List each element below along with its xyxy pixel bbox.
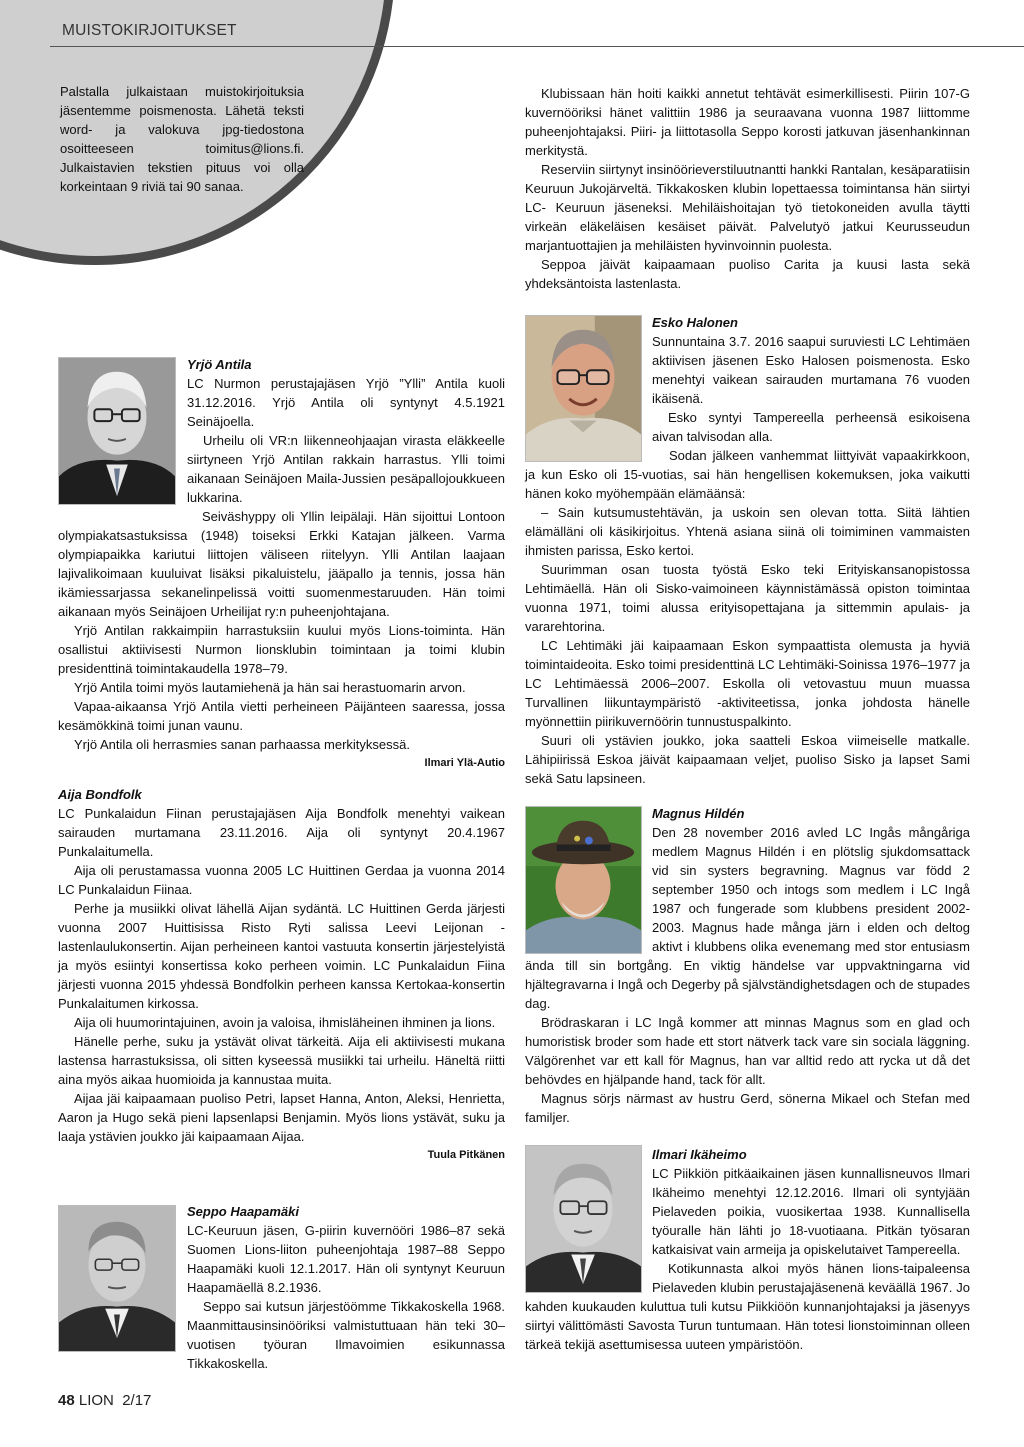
paragraph: Kotikunnasta alkoi myös hänen lions-taipaleensa Pielaveden klubin perustajajäsenenä keväällä 1967. Jo kahden kuukauden kuluttua tuli kutsu Piikkiöön kunnanjohtajaksi ja jäsenyys siirtyi välittömästi Savosta Turun tuntumaan. Hän totesi lionstoiminnan olleen tärkeä tekijä asettumisessa uuteen ympäristöön.	[525, 1261, 970, 1352]
paragraph: Klubissaan hän hoiti kaikki annetut tehtävät esimerkillisesti. Piirin 107-G kuvernööriksi hänet valittiin 1986 ja seuraavana vuonna 1987 liittomme puheenjohtajaksi. Piiri- ja liittotasolla Seppo korosti jatkuvan jäsenhankinnan merkitystä.	[525, 86, 970, 158]
paragraph: Suurimman osan tuosta työstä Esko teki Erityiskansanopistossa Lehtimäellä. Hän oli Sisko-vaimoineen käynnistämässä opiston toimintaa vuonna 1971, toimi alussa erityisopettajana ja sittemmin apulais- ja vararehtorina.	[525, 562, 970, 634]
paragraph: Hänelle perhe, suku ja ystävät olivat tärkeitä. Aija eli aktiivisesti mukana lastensa harrastuksissa, oli sitten kyseessä musiikki tai urheilu. Häneltä riitti aina myös aikaa huomioida ja kannustaa muita.	[58, 1034, 505, 1087]
article-title: Esko Halonen	[652, 315, 738, 330]
paragraph: Seiväshyppy oli Yllin leipälaji. Hän sijoittui Lontoon olympiakatsastuksissa (1948) toiseksi Erkki Katajan jälkeen. Varma olympiapaikka kariutui liittojen väliseen riitelyyn. Ylli Antilan laajaan lajivalikoimaan kuuluivat lisäksi pikaluistelu, jääpallo ja tennis, jossa hän ikämiessarjassa sekanelinpelissä voitti suomenmestaruuden. Hän toimi aikanaan myös Seinäjoen Urheilijat ry:n puheenjohtajana.	[58, 509, 505, 619]
paragraph: Seppo sai kutsun järjestöömme Tikkakoskella 1968. Maanmittausinsinööriksi valmistuttuaan hän teki 30–vuotisen työuran Ilmavoimien esikunnassa Tikkakoskella.	[187, 1299, 505, 1371]
paragraph: Seppoa jäivät kaipaamaan puoliso Carita ja kuusi lasta sekä yhdeksäntoista lastenlasta.	[525, 257, 970, 291]
paragraph: – Sain kutsumustehtävän, ja uskoin sen olevan totta. Siitä lähtien elämälläni oli käsikirjoitus. Yhtenä asiana siinä oli toimiminen vammaisten ihmisten parissa, Esko kertoi.	[525, 505, 970, 558]
author-signature: Tuula Pitkänen	[427, 1149, 505, 1161]
paragraph: Magnus sörjs närmast av hustru Gerd, sönerna Mikael och Stefan med familjer.	[525, 1091, 970, 1125]
article-magnus-top	[652, 804, 970, 823]
article-title: Ilmari Ikäheimo	[652, 1147, 747, 1162]
paragraph-text: LC Piikkiön pitkäaikainen jäsen kunnallisneuvos Ilmari Ikäheimo menehtyi 12.12.2016. Ilmari oli syntyjään Pielaveden poikia, vuosikertaa 1938. Kunnallisella työuralle hän lähti jo 18-vuotiaana. Pitkän työsaran katkaisivat vain armeija ja opiskelutaivet Tampereella.	[652, 1166, 970, 1257]
intro-text: Palstalla julkaistaan muistokirjoituksia jäsentemme poismenosta. Lähetä teksti word- ja valokuva jpg-tiedostona osoitteeseen toimitus@lions.fi. Julkaistavien tekstien pituus voi olla korkeintaan 9 riviä tai 90 sanaa.	[60, 84, 304, 194]
paragraph: Esko syntyi Tampereella perheensä esikoisena aivan talvisodan alla.	[652, 410, 970, 444]
paragraph: Aijaa jäi kaipaamaan puoliso Petri, lapset Hanna, Anton, Aleksi, Henrietta, Aaron ja Hugo sekä pieni lapsenlapsi Benjamin. Myös lions ystävät, suku ja laaja ystävien joukko jäi kaipaamaan Aijaa.	[58, 1091, 505, 1144]
page-footer	[58, 1392, 151, 1409]
paragraph: Yrjö Antila toimi myös lautamiehenä ja hän sai herastuomarin arvon.	[74, 680, 466, 695]
paragraph: Sodan jälkeen vanhemmat liittyivät vapaakirkkoon, ja kun Esko oli 15-vuotias, sai hän hengellisen kokemuksen, joka vaikutti hänen koko myöhempään elämäänsä:	[525, 448, 970, 501]
paragraph: Reserviin siirtynyt insinöörieverstiluutnantti hankki Rantalan, kesäparatiisin Keuruun Jukojärveltä. Tikkakosken klubin lopettaessa toimintansa hän siirtyi LC- Keuruun jäseneksi. Mehiläishoitajan työ tietokoneiden avulla täytti virkeän eläkeläisen kesäiset päivät. Palvelutyö jatkui Keurusseudun marjantuottajien ja mehiläisten hyvinvoinnin puolesta.	[525, 162, 970, 253]
paragraph: Yrjö Antila oli herrasmies sanan parhaassa merkityksessä.	[74, 737, 410, 752]
article-yrjo-top	[187, 355, 505, 507]
paragraph: Perhe ja musiikki olivat lähellä Aijan sydäntä. LC Huittinen Gerda järjesti vuonna 2007 Huittisissa Risto Ryti salissa Leevi Leijonan -lastenlaulukonsertin. Aijan perheineen kantoi vastuuta konsertin järjestelyistä ja myös esiintyi konsertissa koko perheen voimin. LC Punkalaidun Fiina järjesti vuonna 2015 yhdessä Bondfolkin perheen kanssa Kertokaa-konsertin Punkalaitumen kirkossa.	[58, 901, 505, 1011]
paragraph: Aija oli huumorintajuinen, avoin ja valoisa, ihmisläheinen ihminen ja lions.	[74, 1015, 496, 1030]
article-esko-body	[525, 446, 970, 788]
author-signature: Ilmari Ylä-Autio	[424, 757, 505, 769]
article-title: Yrjö Antila	[187, 357, 252, 372]
section-title: MUISTOKIRJOITUKSET	[62, 22, 237, 39]
article-ilmari-body	[525, 1164, 970, 1354]
paragraph: Sunnuntaina 3.7. 2016 saapui suruviesti LC Lehtimäen aktiivisen jäsenen Esko Halosen poismenosta. Esko menehtyi vaikean sairauden murtamana 76 vuoden ikäisenä.	[652, 334, 970, 406]
article-seppo	[187, 1202, 505, 1373]
photo-yrjo-antila	[58, 357, 176, 505]
article-aija	[58, 785, 505, 1165]
paragraph	[525, 1164, 970, 1259]
paragraph: Aija oli perustamassa vuonna 2005 LC Huittinen Gerdaa ja vuonna 2014 LC Punkalaidun Fiinaa.	[58, 863, 505, 897]
article-magnus-body	[525, 823, 970, 1127]
article-esko-top	[652, 313, 970, 446]
article-title: Aija Bondfolk	[58, 787, 142, 802]
paragraph: Suuri oli ystävien joukko, joka saatteli Eskoa viimeiselle matkalle. Lähipiirissä Eskoa jäivät kaipaamaan veljet, puoliso Sisko ja lapset Sami sekä Satu lapsineen.	[525, 733, 970, 786]
photo-seppo-haapamaki	[58, 1205, 176, 1352]
article-title: Magnus Hildén	[652, 806, 745, 821]
paragraph-text: Den 28 november 2016 avled LC Ingås mångåriga medlem Magnus Hildén i en plötslig sjukdomsattack vid sin systers begravning. Magnus var född 2 september 1950 och intogs som medlem i LC Ingå 1987 och fungerade som klubbens president 2002-2003. Magnus hade många järn i elden och deltog aktivt i klubbens olika evenemang med stor entusiasm ända till sin bortgång. En viktig händelse var uppvaktningarna vid hjältegravarna i Ingå och Degerby på självständighetsdagen och de stupades dag.	[525, 825, 970, 1011]
paragraph: LC Lehtimäki jäi kaipaamaan Eskon sympaattista olemusta ja hyviä toimintaideoita. Esko toimi presidenttinä LC Lehtimäki-Soinissa 1976–1977 ja LC Lehtimäessä 2006–2007. Eskolla oli vetovastuu muun muassa Turvallinen liikuntaympäristö -aktiviteetissa, jonka johdosta hänelle myönnettiin piirikuvernöörin tunnustuspalkinto.	[525, 638, 970, 729]
article-yrjo-body	[58, 507, 505, 773]
paragraph: LC Nurmon perustajajäsen Yrjö ”Ylli” Antila kuoli 31.12.2016. Yrjö Antila oli syntynyt 4.5.1921 Seinäjoella.	[187, 376, 505, 429]
paragraph: Brödraskaran i LC Ingå kommer att minnas Magnus som en glad och humoristisk broder som hade ett stort nätverk tack vare sin sociala läggning. Välgörenhet var ett kall för Magnus, han var alltid redo att rycka ut då det behövdes en hjälpande hand, tack för allt.	[525, 1015, 970, 1087]
paragraph: Yrjö Antilan rakkaimpiin harrastuksiin kuului myös Lions-toiminta. Hän osallistui aktiivisesti Nurmon lionsklubin toimintaan ja toimi klubin presidenttinä toimintakaudella 1978–79.	[58, 623, 505, 676]
header-rule	[50, 46, 1024, 47]
article-title: Seppo Haapamäki	[187, 1204, 299, 1219]
photo-esko-halonen	[525, 315, 642, 462]
article-ilmari-top	[652, 1145, 970, 1164]
paragraph	[525, 823, 970, 1013]
paragraph: Vapaa-aikaansa Yrjö Antila vietti perheineen Päijänteen saaressa, jossa kesämökkinä toimi junan vaunu.	[58, 699, 505, 733]
paragraph: LC Punkalaidun Fiinan perustajajäsen Aija Bondfolk menehtyi vaikean sairauden murtamana 23.11.2016. Aija oli syntynyt 20.4.1967 Punkalaitumella.	[58, 806, 505, 859]
magazine-issue: LION 2/17	[78, 1392, 152, 1409]
continued-text	[525, 84, 970, 293]
paragraph: Urheilu oli VR:n liikenneohjaajan virasta eläkkeelle siirtyneen Yrjö Antilan rakkain harrastus. Ylli toimi aikanaan Seinäjoen Maila-Jussien pesäpallojoukkueen lukkarina.	[187, 433, 505, 505]
paragraph: LC-Keuruun jäsen, G-piirin kuvernööri 1986–87 sekä Suomen Lions-liiton puheenjohtaja 1987–88 Seppo Haapamäki kuoli 12.1.2017. Hän oli syntynyt Keuruun Haapamäellä 8.2.1936.	[187, 1223, 505, 1295]
page-number: 48	[58, 1392, 75, 1409]
